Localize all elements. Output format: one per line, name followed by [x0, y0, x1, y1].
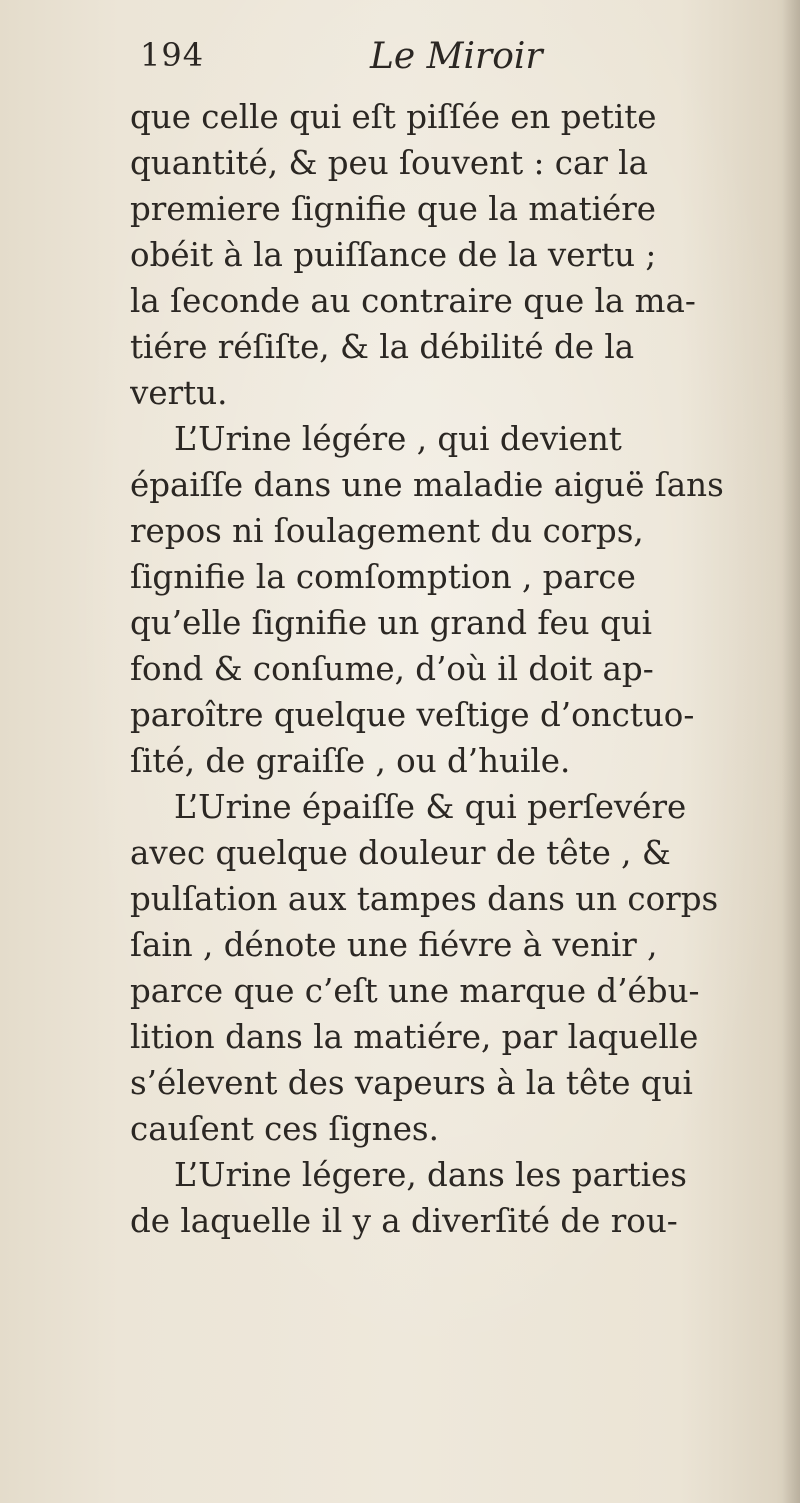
text-line: quantité, & peu ſouvent : car la [130, 144, 648, 182]
text-line: avec quelque douleur de tête , & [130, 834, 671, 872]
text-line: tiére réſiſte, & la débilité de la [130, 328, 635, 366]
page-number: 194 [140, 36, 205, 74]
text-line: paroître quelque veſtige d’onctuo- [130, 696, 695, 734]
text-line: L’Urine légere, dans les parties [174, 1156, 687, 1194]
text-line: de laquelle il y a diverſité de rou- [130, 1202, 678, 1240]
text-line: fond & conſume, d’où il doit ap- [130, 650, 654, 688]
text-line: parce que c’eſt une marque d’ébu- [130, 972, 700, 1010]
text-line: que celle qui eſt piſſée en petite [130, 98, 657, 136]
text-line: premiere ſignifie que la matiére [130, 190, 656, 228]
text-line: repos ni ſoulagement du corps, [130, 512, 644, 550]
text-line: s’élevent des vapeurs à la tête qui [130, 1064, 693, 1102]
text-line: L’Urine épaiſſe & qui perſevére [174, 788, 687, 826]
text-line: ſité, de graiſſe , ou d’huile. [130, 742, 571, 780]
text-line: obéit à la puiſſance de la vertu ; [130, 236, 657, 274]
text-line: qu’elle ſignifie un grand feu qui [130, 604, 653, 642]
text-line: lition dans la matiére, par laquelle [130, 1018, 699, 1056]
page-header [140, 36, 740, 96]
page-edge-shadow [782, 0, 800, 1503]
text-line: la ſeconde au contraire que la ma- [130, 282, 696, 320]
text-line: pulſation aux tampes dans un corps [130, 880, 719, 918]
text-line: L’Urine légére , qui devient [174, 420, 622, 458]
text-line: ſain , dénote une fiévre à venir , [130, 926, 658, 964]
text-line: ſignifie la comſomption , parce [130, 558, 636, 596]
text-line: vertu. [130, 374, 228, 412]
body-text [130, 94, 770, 1244]
text-line: cauſent ces ſignes. [130, 1110, 439, 1148]
running-title: Le Miroir [370, 36, 543, 77]
text-line: épaiſſe dans une maladie aiguë ſans [130, 466, 724, 504]
